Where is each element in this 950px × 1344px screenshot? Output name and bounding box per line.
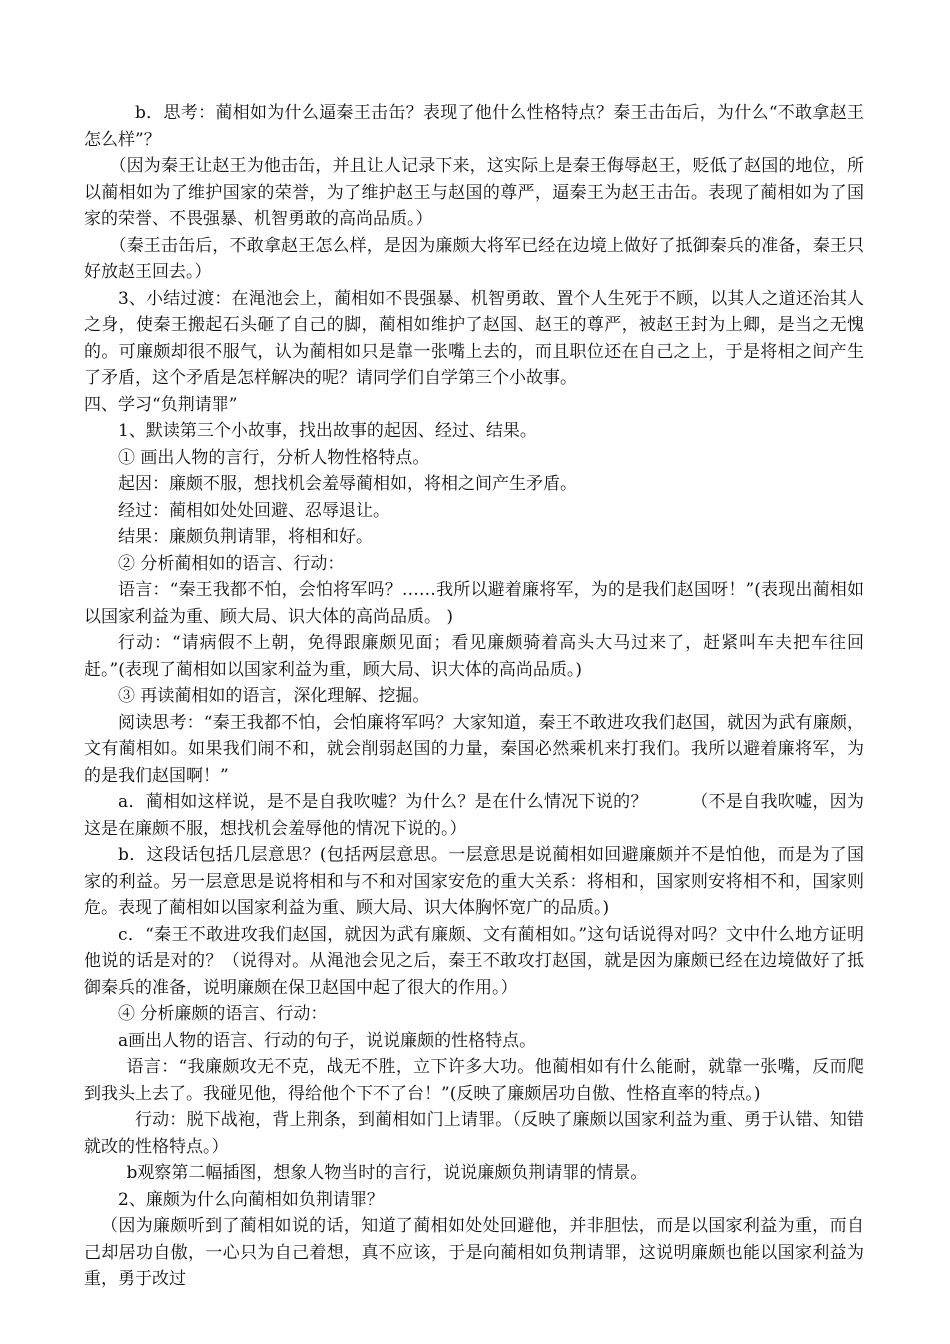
paragraph-item-3: ③ 再读蔺相如的语言，深化理解、挖掘。 — [118, 686, 430, 706]
paragraph-cause: 起因：廉颇不服，想找机会羞辱蔺相如，将相之间产生矛盾。 — [118, 474, 577, 494]
paragraph-item-4: ④ 分析廉颇的语言、行动： — [118, 1004, 328, 1024]
section-heading-4: 四、学习“负荆请罪” — [84, 394, 238, 415]
paragraph-item-2: ② 分析蔺相如的语言、行动： — [118, 553, 345, 574]
paragraph-answer-final: （因为廉颇听到了蔺相如说的话，知道了蔺相如处处回避他，并非胆怯，而是以国家利益为重，而自己却居功自傲，一心只为自己着想，真不应该，于是向蔺相如负荆请罪，这说明廉颇也能以国家利益为重，勇于改过 — [84, 1216, 864, 1289]
paragraph-process: 经过：蔺相如处处回避、忍辱退让。 — [118, 500, 390, 521]
paragraph-question-c: c．“秦王不敢进攻我们赵国，就因为武有廉颇、文有蔺相如。”这句话说得对吗？文中什么地方证明他说的话是对的？（说得对。从渑池会见之后，秦王不敢攻打赵国，就是因为廉颇已经在边境做好了抵御秦兵的准备，说明廉颇在保卫赵国中起了很大的作用。） — [84, 924, 864, 998]
paragraph-answer-1: （因为秦王让赵王为他击缶，并且让人记录下来，这实际上是秦王侮辱赵王，贬低了赵国的地位，所以蔺相如为了维护国家的荣誉，为了维护赵王与赵国的尊严，逼秦王为赵王击缶。表现了蔺相如为了国家的荣誉、不畏强暴、机智勇敢的高尚品质。） — [84, 156, 864, 229]
paragraph-lian-a: a画出人物的语言、行动的句子，说说廉颇的性格特点。 — [118, 1030, 537, 1051]
paragraph-lin-speech: 语言：“秦王我都不怕，会怕将军吗？……我所以避着廉将军，为的是我们赵国呀！”(表现出蔺相如以国家利益为重、顾大局、识大体的高尚品质。 ) — [84, 580, 864, 627]
document-body — [84, 100, 864, 1293]
paragraph-lian-speech: 语言：“我廉颇攻无不克，战无不胜，立下许多大功。他蔺相如有什么能耐，就靠一张嘴，反而爬到我头上去了。我碰见他，得给他个下不了台！”(反映了廉颇居功自傲、性格直率的特点。) — [84, 1057, 864, 1104]
paragraph-result: 结果：廉颇负荆请罪，将相和好。 — [118, 527, 373, 547]
paragraph-step-2: 2、廉颇为什么向蔺相如负荆请罪？ — [118, 1189, 384, 1210]
paragraph-summary-3: 3、小结过渡：在渑池会上，蔺相如不畏强暴、机智勇敢、置个人生死于不顾，以其人之道还治其人之身，使秦王搬起石头砸了自己的脚，蔺相如维护了赵国、赵王的尊严，被赵王封为上卿，是当之无愧的。可廉颇却很不服气，认为蔺相如只是靠一张嘴上去的，而且职位还在自己之上，于是将相之间产生了矛盾，这个矛盾是怎样解决的呢？请同学们自学第三个小故事。 — [84, 288, 864, 388]
paragraph-step-1: 1、默读第三个小故事，找出故事的起因、经过、结果。 — [118, 421, 537, 441]
paragraph-question-b: b．思考：蔺相如为什么逼秦王击缶？表现了他什么性格特点？秦王击缶后，为什么“不敢拿赵王怎么样”？ — [84, 103, 864, 150]
paragraph-lian-action: 行动：脱下战袍，背上荆条，到蔺相如门上请罪。（反映了廉颇以国家利益为重、勇于认错、知错就改的性格特点。） — [84, 1110, 864, 1157]
paragraph-question-b2: b．这段话包括几层意思？(包括两层意思。一层意思是说蔺相如回避廉颇并不是怕他，而是为了国家的利益。另一层意思是说将相和与不和对国家安危的重大关系：将相和，国家则安将相不和，国家则危。表现了蔺相如以国家利益为重、顾大局、识大体胸怀宽广的品质。) — [84, 845, 864, 918]
paragraph-answer-2: （秦王击缶后，不敢拿赵王怎么样，是因为廉颇大将军已经在边境上做好了抵御秦兵的准备，秦王只好放赵王回去。） — [84, 235, 864, 282]
paragraph-question-a: a．蔺相如这样说，是不是自我吹嘘？为什么？是在什么情况下说的？ （不是自我吹嘘，因为这是在廉颇不服，想找机会羞辱他的情况下说的。） — [84, 792, 864, 839]
paragraph-lian-b: b观察第二幅插图，想象人物当时的言行，说说廉颇负荆请罪的情景。 — [126, 1163, 648, 1183]
paragraph-reading-think: 阅读思考：“秦王我都不怕，会怕廉将军吗？大家知道，秦王不敢进攻我们赵国，就因为武有廉颇，文有蔺相如。如果我们闹不和，就会削弱赵国的力量，秦国必然乘机来打我们。我所以避着廉将军，为的是我们赵国啊！” — [84, 712, 864, 786]
paragraph-lin-action: 行动：“请病假不上朝，免得跟廉颇见面；看见廉颇骑着高头大马过来了，赶紧叫车夫把车往回赶。”(表现了蔺相如以国家利益为重，顾大局、识大体的高尚品质。) — [84, 633, 864, 680]
paragraph-item-1: ① 画出人物的言行，分析人物性格特点。 — [118, 447, 430, 468]
